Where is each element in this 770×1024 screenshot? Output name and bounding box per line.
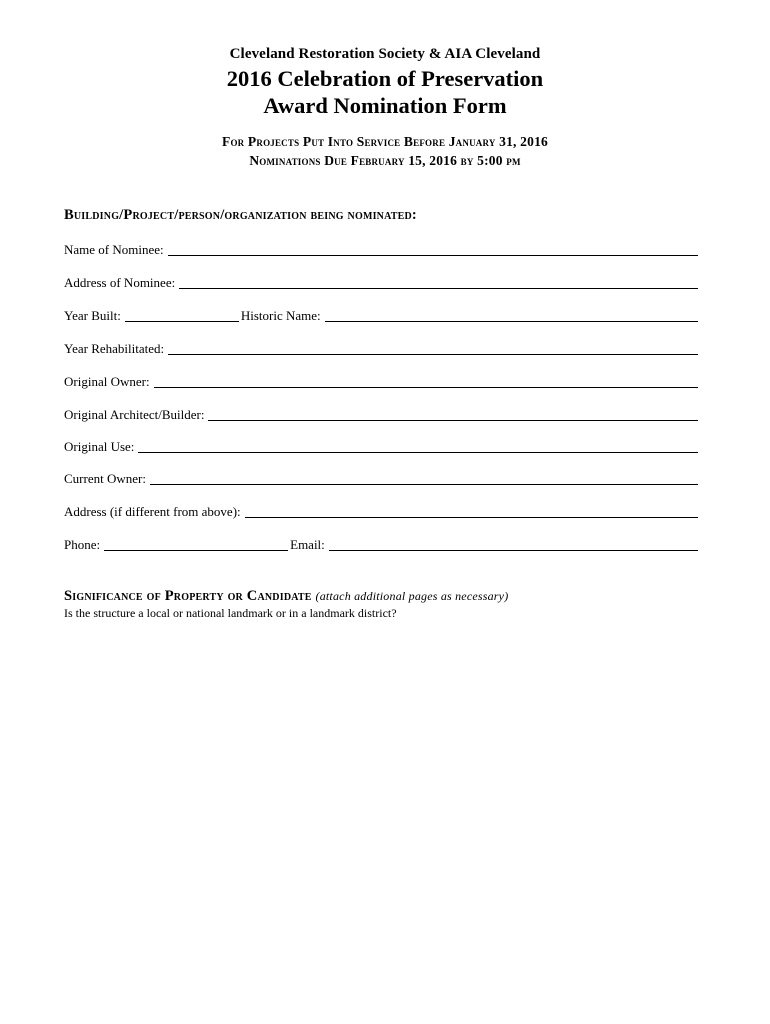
email-label: Email: [290, 537, 325, 552]
current-owner-label: Current Owner: [64, 471, 146, 486]
original-use-field [64, 435, 698, 455]
year-rehabilitated-label: Year Rehabilitated: [64, 341, 165, 356]
historic-name-input[interactable] [325, 309, 698, 322]
original-owner-input[interactable] [154, 375, 698, 388]
phone-email-field [64, 533, 698, 553]
form-title-line-2: Award Nomination Form [263, 93, 507, 118]
address-of-nominee-label: Address of Nominee: [64, 275, 176, 290]
year-rehabilitated-field [64, 337, 698, 357]
name-of-nominee-input[interactable] [168, 243, 698, 256]
org-line: Cleveland Restoration Society & AIA Cleveland [229, 46, 541, 62]
year-rehabilitated-input[interactable] [168, 342, 698, 355]
section-heading-nominee: Building/Project/person/organization being nominated: [64, 207, 417, 223]
address-of-nominee-input[interactable] [179, 276, 698, 289]
phone-input[interactable] [104, 538, 288, 551]
current-owner-input[interactable] [150, 472, 698, 485]
year-built-input[interactable] [125, 309, 239, 322]
landmark-question: Is the structure a local or national landmark or in a landmark district? [64, 606, 397, 620]
address-if-different-field [64, 500, 698, 520]
original-owner-label: Original Owner: [64, 374, 150, 389]
year-built-label: Year Built: [64, 308, 121, 323]
address-of-nominee-field [64, 271, 698, 291]
original-use-input[interactable] [138, 440, 698, 453]
address-if-different-label: Address (if different from above): [64, 504, 241, 519]
email-input[interactable] [329, 538, 698, 551]
form-title-line-1: 2016 Celebration of Preservation [226, 66, 544, 91]
original-architect-label: Original Architect/Builder: [64, 407, 205, 422]
name-of-nominee-label: Name of Nominee: [64, 242, 164, 257]
phone-label: Phone: [64, 537, 101, 552]
year-built-field [64, 304, 698, 324]
significance-heading-text: Significance of Property or Candidate [64, 588, 312, 604]
address-if-different-input[interactable] [245, 505, 698, 518]
section-heading-significance [64, 588, 508, 605]
subtitle-line-2: Nominations Due February 15, 2016 by 5:00 pm [249, 153, 521, 168]
original-architect-field [64, 403, 698, 423]
significance-note: (attach additional pages as necessary) [315, 589, 509, 603]
original-architect-input[interactable] [208, 408, 698, 421]
historic-name-label: Historic Name: [240, 308, 321, 323]
current-owner-field [64, 467, 698, 487]
subtitle-line-1: For Projects Put Into Service Before January 31, 2016 [222, 134, 548, 149]
original-owner-field [64, 370, 698, 390]
original-use-label: Original Use: [64, 439, 135, 454]
name-of-nominee-field [64, 238, 698, 258]
